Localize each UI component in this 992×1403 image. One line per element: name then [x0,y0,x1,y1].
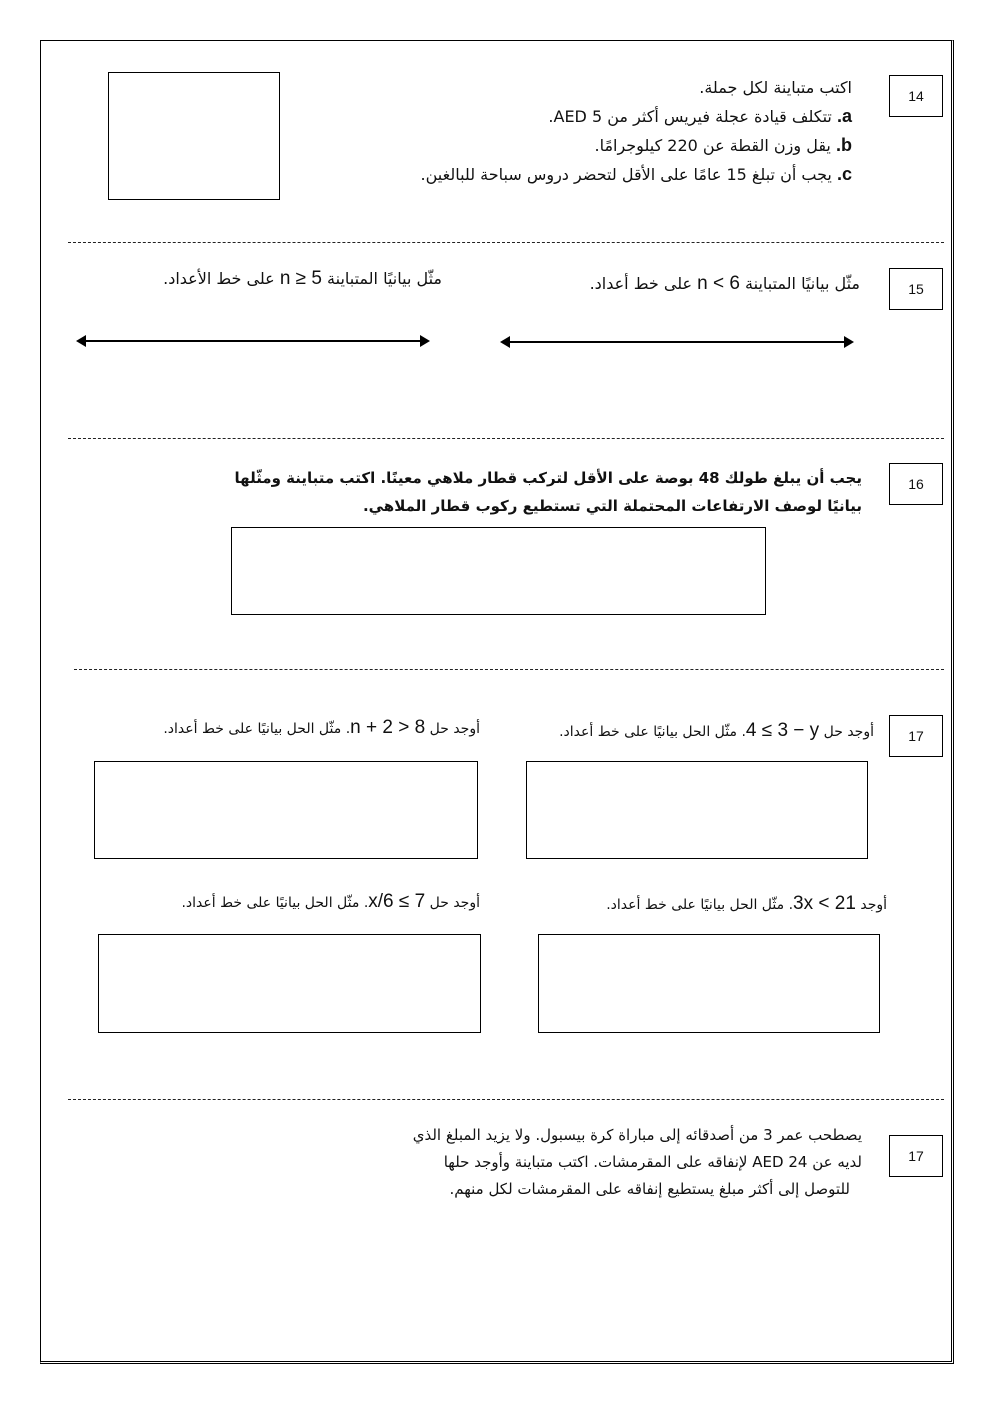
question-number-14: 14 [889,75,943,117]
answer-box-q16[interactable] [231,527,766,615]
q17b-text [242,1122,862,1203]
inequality: n < 6 [697,273,740,294]
item-text: يجب أن تبلغ 15 عامًا على الأقل لتحضر دروس سباحة للبالغين. [420,165,832,184]
answer-box-q14[interactable] [108,72,280,200]
prompt-text: أوجد حل [429,895,480,911]
q17-part2-prompt [60,714,480,743]
number-line-left[interactable] [78,340,428,342]
q17-part4-prompt [60,888,480,917]
answer-box-q17-3[interactable] [538,934,880,1033]
answer-box-q17-1[interactable] [526,761,868,859]
q14-item-a [292,102,852,131]
prompt-text: أوجد حل [823,724,874,740]
question-number-16: 16 [889,463,943,505]
divider [68,242,944,243]
text-line: لديه عن AED 24 لإنفاقه على المقرمشات. اكتب متباينة وأوجد حلها [443,1153,862,1171]
prompt-text: . مثّل الحل بيانيًا على خط أعداد. [181,895,369,911]
q17-part1-prompt [494,717,874,746]
prompt-text: أوجد [860,897,887,913]
prompt-text: على خط أعداد. [589,274,693,293]
prompt-text: مثّل بيانيًا المتباينة [745,274,860,293]
divider [74,669,944,670]
q15-right-prompt [480,270,860,298]
q15-left-prompt [42,265,442,293]
inequality: n ≥ 5 [279,268,322,289]
inequality: 4 ≤ 3 − y [745,720,820,741]
prompt-text: مثّل بيانيًا المتباينة [327,269,442,288]
text-line: للتوصل إلى أكثر مبلغ يستطيع إنفاقه على المقرمشات لكل منهم. [449,1180,850,1198]
inequality: x/6 ≤ 7 [368,891,426,912]
prompt-text: على خط الأعداد. [163,269,275,288]
question-number-17: 17 [889,715,943,757]
inequality: 3x < 21 [793,893,856,914]
q17-part3-prompt [487,890,887,919]
prompt-text: . مثّل الحل بيانيًا على خط أعداد. [559,724,746,740]
prompt-text: أوجد حل [429,721,480,737]
answer-box-q17-2[interactable] [94,761,478,859]
question-number-17b: 17 [889,1135,943,1177]
q14-text [292,74,852,189]
item-label: b. [835,135,852,155]
number-line-right[interactable] [502,341,852,343]
answer-box-q17-4[interactable] [98,934,481,1033]
item-label: c. [836,164,852,184]
item-label: a. [836,106,852,126]
q14-item-c [292,160,852,189]
prompt-text: . مثّل الحل بيانيًا على خط أعداد. [163,721,351,737]
q16-text: يجب أن يبلغ طولك 48 بوصة على الأقل لتركب قطار ملاهي معينًا. اكتب متباينة ومثّلها بيانيًا لوصف الارتفاعات المحتملة التي تستطيع ركوب قطار الملاهي. [234,469,862,515]
divider [68,438,944,439]
text-line: يصطحب عمر 3 من أصدقائه إلى مباراة كرة بيسبول. ولا يزيد المبلغ الذي [412,1126,862,1144]
item-text: تتكلف قيادة عجلة فيريس أكثر من AED 5. [548,107,832,126]
divider [68,1099,944,1100]
inequality: n + 2 > 8 [350,717,426,738]
q14-item-b [292,131,852,160]
prompt-text: . مثّل الحل بيانيًا على خط أعداد. [606,897,794,913]
question-number-15: 15 [889,268,943,310]
item-text: يقل وزن القطة عن 220 كيلوجرامًا. [594,136,831,155]
q14-intro: اكتب متباينة لكل جملة. [699,78,852,97]
